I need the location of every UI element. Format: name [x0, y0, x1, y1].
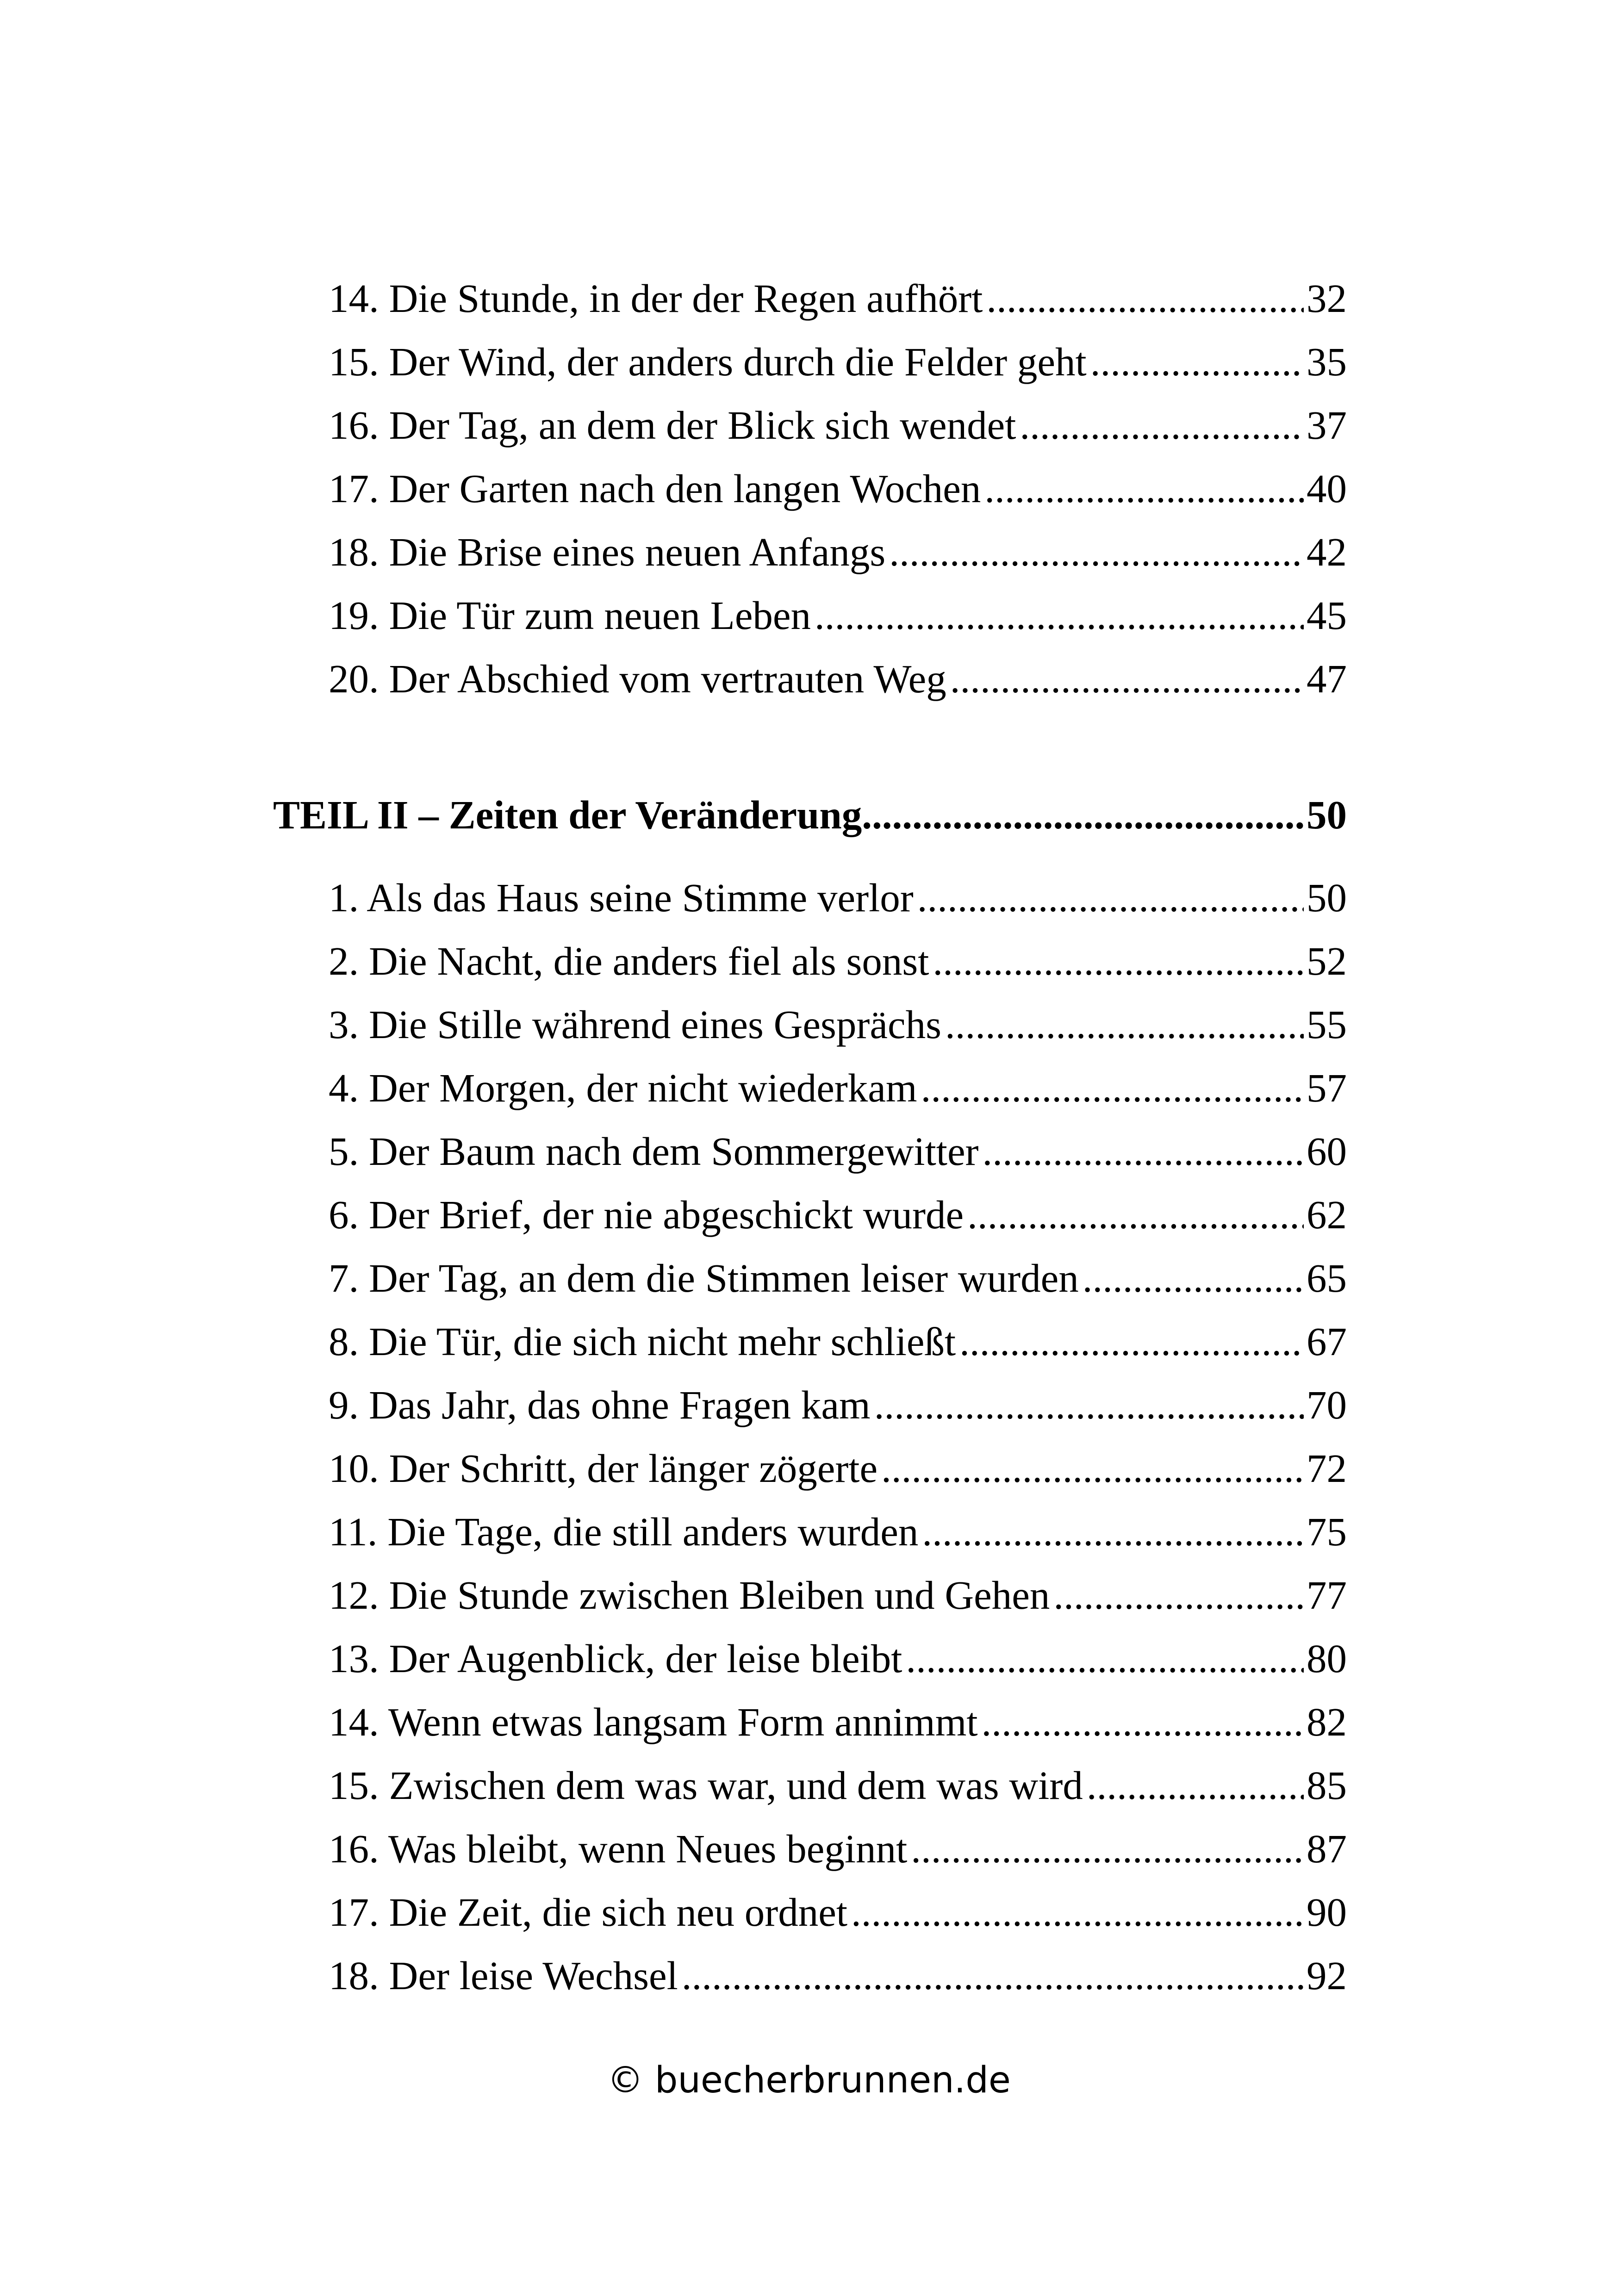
toc-entry — [329, 1948, 1347, 2004]
toc-entry-title: 17. Die Zeit, die sich neu ordnet — [329, 1890, 848, 1935]
toc-entry-page-number: 70 — [1307, 1382, 1347, 1427]
toc-entry-page-number: 65 — [1307, 1256, 1347, 1300]
toc-entry — [329, 1441, 1347, 1496]
toc-entry-title: 11. Die Tage, die still anders wurden — [329, 1509, 919, 1554]
section-page-number: 50 — [1307, 792, 1347, 837]
toc-entry-title: 15. Der Wind, der anders durch die Felder geht — [329, 339, 1087, 384]
toc-entry-page-number: 40 — [1307, 466, 1347, 511]
toc-entry-title: 5. Der Baum nach dem Sommergewitter — [329, 1129, 979, 1174]
toc-entry-title: 6. Der Brief, der nie abgeschickt wurde — [329, 1192, 964, 1237]
toc-entry — [329, 1314, 1347, 1369]
toc-entry-page-number: 80 — [1307, 1636, 1347, 1681]
toc-entry-title: 3. Die Stille während eines Gesprächs — [329, 1002, 941, 1047]
dot-leader — [933, 933, 1304, 989]
toc-entry-title: 17. Der Garten nach den langen Wochen — [329, 466, 981, 511]
toc-entry — [329, 1124, 1347, 1179]
toc-entry — [329, 997, 1347, 1052]
dot-leader — [983, 1124, 1304, 1179]
toc-entry — [329, 1187, 1347, 1243]
toc-entry-page-number: 67 — [1307, 1319, 1347, 1364]
dot-leader — [1087, 1758, 1304, 1813]
toc-entry — [329, 1377, 1347, 1433]
toc-entry — [329, 524, 1347, 580]
toc-entry-page-number: 52 — [1307, 939, 1347, 983]
toc-entry-page-number: 37 — [1307, 403, 1347, 448]
toc-entry-title: 16. Der Tag, an dem der Blick sich wendet — [329, 403, 1016, 448]
toc-entry-title: 2. Die Nacht, die anders fiel als sonst — [329, 939, 929, 983]
toc-entry-title: 10. Der Schritt, der länger zögerte — [329, 1446, 878, 1491]
toc-entry — [329, 398, 1347, 453]
toc-entry-title: 8. Die Tür, die sich nicht mehr schließt — [329, 1319, 956, 1364]
dot-leader — [862, 785, 1305, 845]
toc-entry — [329, 1060, 1347, 1116]
toc-entry-title: 14. Wenn etwas langsam Form annimmt — [329, 1699, 978, 1744]
dot-leader — [1053, 1568, 1304, 1623]
dot-leader — [889, 524, 1304, 580]
dot-leader — [881, 1441, 1304, 1496]
toc-entry-page-number: 47 — [1307, 656, 1347, 701]
toc-entry — [329, 1758, 1347, 1813]
section-title: TEIL II – Zeiten der Veränderung — [273, 792, 862, 837]
toc-entry-title: 16. Was bleibt, wenn Neues beginnt — [329, 1826, 908, 1871]
toc-entry-title: 20. Der Abschied vom vertrauten Weg — [329, 656, 946, 701]
toc-entry — [329, 933, 1347, 989]
dot-leader — [967, 1187, 1304, 1243]
toc-entry — [329, 588, 1347, 643]
toc-entry — [329, 1631, 1347, 1686]
toc-entry-page-number: 82 — [1307, 1699, 1347, 1744]
toc-entry — [329, 334, 1347, 390]
toc-entry-page-number: 72 — [1307, 1446, 1347, 1491]
toc-entry-page-number: 55 — [1307, 1002, 1347, 1047]
toc-entry-title: 18. Der leise Wechsel — [329, 1953, 678, 1998]
dot-leader — [874, 1377, 1304, 1433]
toc-entry — [329, 1694, 1347, 1750]
toc-entry-page-number: 35 — [1307, 339, 1347, 384]
section-heading — [273, 785, 1347, 845]
toc-entry — [329, 271, 1347, 326]
toc-entry-page-number: 42 — [1307, 529, 1347, 574]
dot-leader — [982, 1694, 1304, 1750]
toc-entry-page-number: 60 — [1307, 1129, 1347, 1174]
dot-leader — [1090, 334, 1304, 390]
toc-entry-page-number: 87 — [1307, 1826, 1347, 1871]
toc-entry-page-number: 77 — [1307, 1573, 1347, 1618]
toc-entry-title: 7. Der Tag, an dem die Stimmen leiser wurden — [329, 1256, 1079, 1300]
dot-leader — [921, 1060, 1304, 1116]
toc-entry-title: 1. Als das Haus seine Stimme verlor — [329, 875, 914, 920]
dot-leader — [984, 461, 1304, 516]
toc-entry-page-number: 62 — [1307, 1192, 1347, 1237]
toc-entry-page-number: 90 — [1307, 1890, 1347, 1935]
toc-entry-title: 19. Die Tür zum neuen Leben — [329, 593, 811, 638]
toc-entry-page-number: 75 — [1307, 1509, 1347, 1554]
toc-entry-page-number: 85 — [1307, 1763, 1347, 1808]
dot-leader — [1083, 1251, 1304, 1306]
toc-entry — [329, 461, 1347, 516]
toc-entry-title: 9. Das Jahr, das ohne Fragen kam — [329, 1382, 871, 1427]
dot-leader — [851, 1885, 1304, 1940]
toc-entry — [329, 1568, 1347, 1623]
toc-entry-page-number: 45 — [1307, 593, 1347, 638]
toc-entry-page-number: 32 — [1307, 276, 1347, 321]
toc-entry — [329, 870, 1347, 926]
dot-leader — [906, 1631, 1304, 1686]
dot-leader — [1020, 398, 1304, 453]
toc-entry — [329, 1885, 1347, 1940]
toc-entry-title: 14. Die Stunde, in der der Regen aufhört — [329, 276, 983, 321]
toc-entry-title: 4. Der Morgen, der nicht wiederkam — [329, 1065, 917, 1110]
dot-leader — [917, 870, 1304, 926]
toc-entry-page-number: 92 — [1307, 1953, 1347, 1998]
dot-leader — [922, 1504, 1304, 1560]
copyright-footer: © buecherbrunnen.de — [607, 2060, 1011, 2101]
toc-entry-title: 18. Die Brise eines neuen Anfangs — [329, 529, 886, 574]
dot-leader — [945, 997, 1304, 1052]
toc-entry — [329, 651, 1347, 707]
dot-leader — [959, 1314, 1304, 1369]
toc-entry-title: 12. Die Stunde zwischen Bleiben und Gehen — [329, 1573, 1050, 1618]
dot-leader — [682, 1948, 1304, 2004]
toc-entry-title: 13. Der Augenblick, der leise bleibt — [329, 1636, 902, 1681]
dot-leader — [950, 651, 1304, 707]
toc-entry-page-number: 57 — [1307, 1065, 1347, 1110]
toc-entry-page-number: 50 — [1307, 875, 1347, 920]
toc-entry — [329, 1504, 1347, 1560]
toc-entry — [329, 1251, 1347, 1306]
dot-leader — [815, 588, 1304, 643]
dot-leader — [986, 271, 1304, 326]
toc-entry — [329, 1821, 1347, 1877]
toc-entry-title: 15. Zwischen dem was war, und dem was wird — [329, 1763, 1083, 1808]
dot-leader — [911, 1821, 1304, 1877]
